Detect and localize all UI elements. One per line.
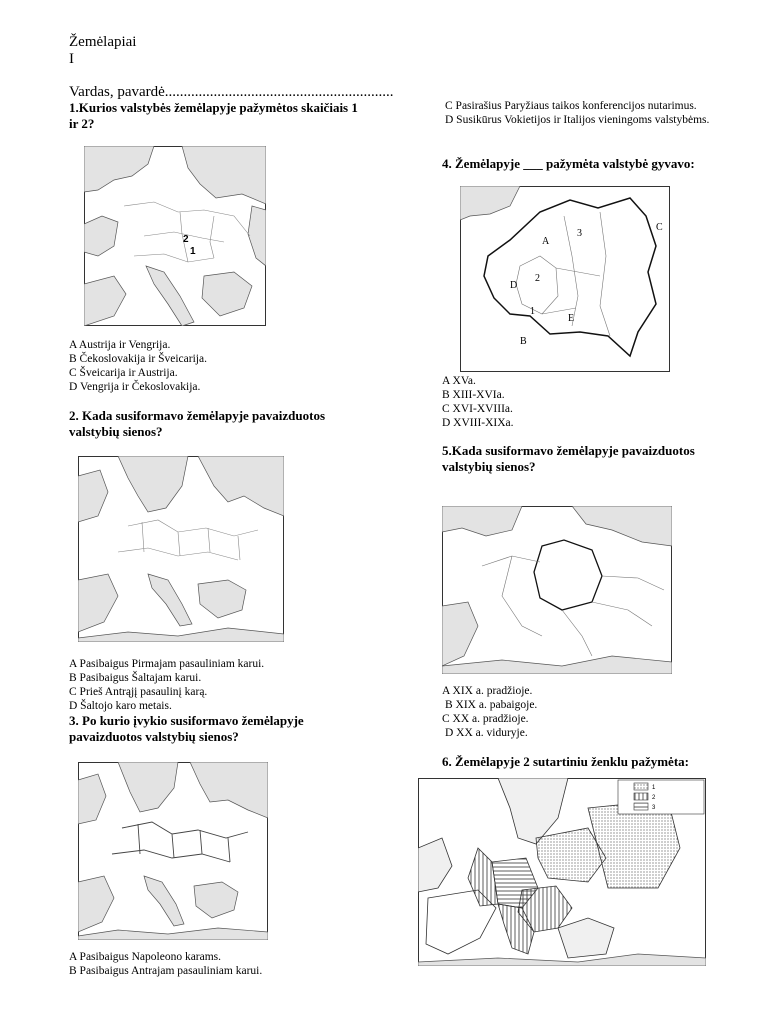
map-q4-label-d: D: [510, 280, 518, 291]
q5-answers: [442, 684, 537, 740]
q4-answers: [442, 374, 514, 430]
legend-label-3: 3: [652, 805, 656, 811]
q5-answer-c[interactable]: C XX a. pradžioje.: [442, 713, 529, 725]
q3-answers-left: [69, 950, 262, 978]
map-q4: [460, 186, 670, 372]
question-3: 3. Po kurio įvykio susiformavo žemėlapyje pavaizduotos valstybių sienos?: [69, 713, 304, 744]
map-q6: [418, 778, 706, 966]
name-line: Vardas, pavardė.............................................................: [69, 84, 394, 100]
q3-answer-a[interactable]: A Pasibaigus Napoleono karams.: [69, 951, 222, 963]
q2-answer-a[interactable]: A Pasibaigus Pirmajam pasauliniam karui.: [69, 658, 265, 670]
map-q4-label-b: B: [520, 336, 527, 347]
page-title: Žemėlapiai: [69, 34, 137, 50]
q5-answer-b[interactable]: B XIX a. pabaigoje.: [445, 699, 538, 711]
q1-answer-d[interactable]: D Vengrija ir Čekoslovakija.: [69, 381, 201, 393]
q2-answer-d[interactable]: D Šaltojo karo metais.: [69, 700, 172, 712]
question-5: 5.Kada susiformavo žemėlapyje pavaizduotos valstybių sienos?: [442, 443, 695, 474]
map-q5: [442, 506, 672, 674]
map-q3: [78, 762, 268, 940]
map-q4-label-c: C: [656, 222, 663, 233]
legend-label-2: 2: [652, 795, 656, 801]
q3-answers-right: [442, 99, 738, 127]
q5-answer-a[interactable]: A XIX a. pradžioje.: [442, 685, 533, 697]
q4-answer-b[interactable]: B XIII-XVIa.: [442, 389, 505, 401]
legend-label-1: 1: [652, 785, 656, 791]
map-q4-label-e: E: [568, 313, 575, 324]
q4-answer-d[interactable]: D XVIII-XIXa.: [442, 417, 514, 429]
q1-answer-a[interactable]: A Austrija ir Vengrija.: [69, 339, 171, 351]
q1-answers: [69, 338, 207, 394]
map-q1-label-2: 2: [183, 234, 189, 245]
map-q1-label-1: 1: [190, 246, 196, 257]
map-q2: [78, 456, 284, 642]
q2-answer-c[interactable]: C Prieš Antrąjį pasaulinį karą.: [69, 686, 208, 698]
map-q4-label-1: 1: [530, 306, 535, 317]
q4-answer-c[interactable]: C XVI-XVIIIa.: [442, 403, 513, 415]
q3-answer-d[interactable]: D Susikūrus Vokietijos ir Italijos vieningoms valstybėms.: [445, 114, 710, 126]
question-6: 6. Žemėlapyje 2 sutartiniu ženklu pažymėta:: [442, 754, 689, 769]
question-4: 4. Žemėlapyje ___ pažymėta valstybė gyvavo:: [442, 156, 695, 171]
q3-answer-c[interactable]: C Pasirašius Paryžiaus taikos konferencijos nutarimus.: [445, 100, 697, 112]
page-subtitle: I: [69, 51, 74, 67]
question-1: 1.Kurios valstybės žemėlapyje pažymėtos skaičiais 1 ir 2?: [69, 100, 358, 131]
q1-answer-b[interactable]: B Čekoslovakija ir Šveicarija.: [69, 353, 207, 365]
map-q4-label-2: 2: [535, 273, 540, 284]
map-q1: [84, 146, 266, 326]
q3-answer-b[interactable]: B Pasibaigus Antrajam pasauliniam karui.: [69, 965, 263, 977]
q4-answer-a[interactable]: A XVa.: [442, 375, 476, 387]
q2-answer-b[interactable]: B Pasibaigus Šaltajam karui.: [69, 672, 202, 684]
q2-answers: [69, 657, 264, 713]
question-2: 2. Kada susiformavo žemėlapyje pavaizduotos valstybių sienos?: [69, 408, 326, 439]
q1-answer-c[interactable]: C Šveicarija ir Austrija.: [69, 367, 178, 379]
map-q4-label-3: 3: [577, 228, 582, 239]
map-q4-label-a: A: [542, 236, 550, 247]
q5-answer-d[interactable]: D XX a. viduryje.: [445, 727, 528, 739]
